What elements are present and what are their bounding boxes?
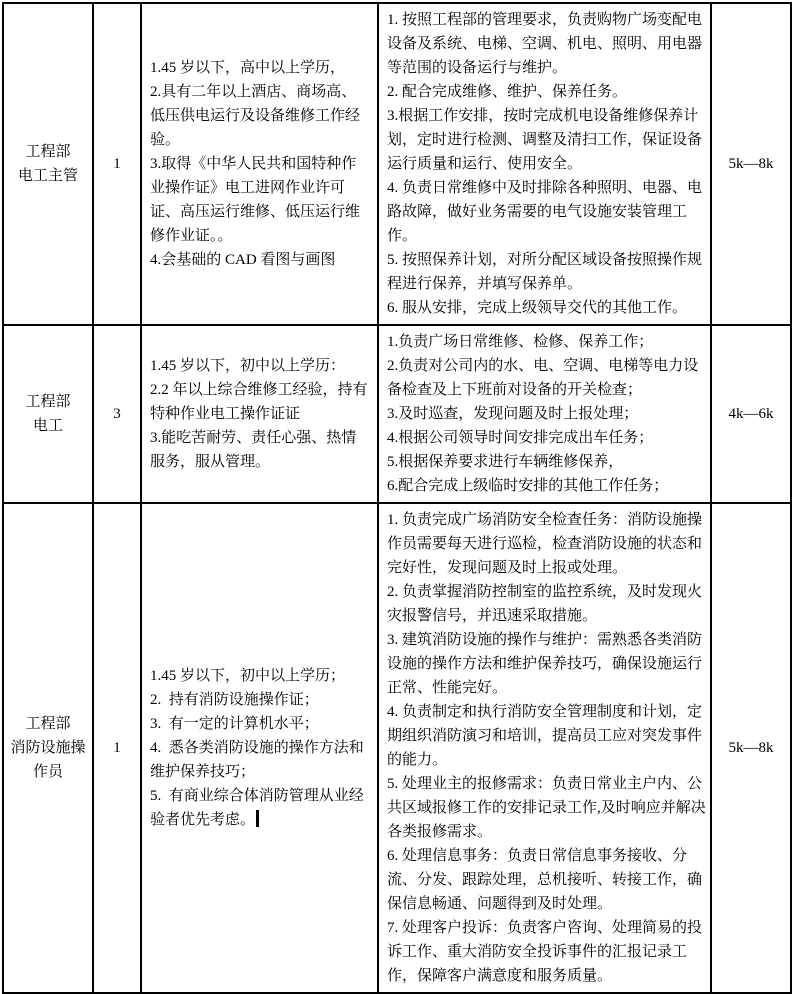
text-line: 6. 处理信息事务：负责日常信息事务接收、分流、分发、跟踪处理，总机接听、转接工作，确保信息畅通、问题得到及时处理。: [387, 848, 703, 912]
text-line: 2.负责对公司内的水、电、空调、电梯等电力设备检查及上下班前对设备的开关检查；: [387, 358, 699, 398]
position-name-line: 工程部: [25, 394, 71, 410]
requirement-line: 1.45 岁以下，初中以上学历；: [150, 668, 346, 684]
text-line: 6.配合完成上级临时安排的其他工作任务；: [387, 478, 669, 494]
position-cell: [3, 3, 93, 325]
text-cursor: [256, 810, 259, 827]
duties-list: [387, 8, 706, 320]
table-row: [3, 3, 791, 325]
duties-cell: [378, 325, 711, 503]
requirement-text: 5. 有商业综合体消防管理从业经验者优先考虑。: [150, 788, 364, 828]
salary-value: 4k—6k: [728, 406, 774, 422]
text-line: 7. 处理客户投诉：负责客户咨询、处理简易的投诉工作、重大消防安全投诉事件的汇报记录工作，保障客户满意度和服务质量。: [387, 920, 703, 984]
position-cell: [3, 325, 93, 503]
salary-cell: [711, 503, 791, 993]
text-line: 2. 配合完成维修、维护、保养任务。: [387, 84, 628, 100]
text-line: 4.会基础的 CAD 看图与画图: [150, 252, 336, 268]
text-line: 1.负责广场日常维修、检修、保养工作；: [387, 334, 654, 350]
salary-value: 5k—8k: [728, 156, 774, 172]
requirement-line: 3. 有一定的计算机水平；: [150, 716, 319, 732]
text-line: 1.45 岁以下，初中以上学历：: [150, 358, 346, 374]
position-cell: [3, 503, 93, 993]
headcount-value: 1: [113, 156, 121, 172]
requirement-line: 4. 悉各类消防设施的操作方法和维护保养技巧；: [150, 740, 364, 780]
salary-value: 5k—8k: [728, 740, 774, 756]
duties-cell: [378, 503, 711, 993]
headcount-value: 3: [113, 406, 121, 422]
requirement-line: 2. 持有消防设施操作证；: [150, 692, 319, 708]
requirements-cell: [141, 3, 378, 325]
salary-cell: [711, 3, 791, 325]
job-positions-table: [2, 2, 792, 994]
headcount-cell: [93, 503, 141, 993]
headcount-cell: [93, 325, 141, 503]
text-line: 5. 处理业主的报修需求：负责日常业主户内、公共区域报修工作的安排记录工作,及时响应并解决各类报修需求。: [387, 776, 706, 840]
requirement-line: [150, 784, 371, 832]
requirements-cell: [141, 325, 378, 503]
text-line: 3.及时巡查，发现问题及时上报处理；: [387, 406, 639, 422]
text-line: 1. 按照工程部的管理要求，负责购物广场变配电设备及系统、电梯、空调、机电、照明、用电器等范围的设备运行与维护。: [387, 12, 703, 76]
duties-list: [387, 508, 706, 988]
text-line: 6. 服从安排，完成上级领导交代的其他工作。: [387, 300, 688, 316]
text-line: 3. 建筑消防设施的操作与维护：需熟悉各类消防设施的操作方法和维护保养技巧，确保设施运行正常、性能完好。: [387, 632, 703, 696]
position-name-line: 电工主管: [17, 168, 78, 184]
text-line: 3.根据工作安排，按时完成机电设备维修保养计划，定时进行检测、调整及清扫工作，保证设备运行质量和运行、使用安全。: [387, 108, 703, 172]
text-line: 2.2 年以上综合维修工经验，持有特种作业电工操作证证: [150, 382, 368, 422]
text-line: 1. 负责完成广场消防安全检查任务：消防设施操作员需要每天进行巡检，检查消防设施的状态和完好性，发现问题及时上报或处理。: [387, 512, 703, 576]
headcount-value: 1: [113, 740, 121, 756]
text-line: 4.根据公司领导时间安排完成出车任务；: [387, 430, 654, 446]
position-name-line: 消防设施操作员: [10, 740, 86, 780]
text-line: 3.能吃苦耐劳、责任心强、热情服务，服从管理。: [150, 430, 357, 470]
salary-cell: [711, 325, 791, 503]
position-name-line: 工程部: [25, 144, 71, 160]
text-line: 2.具有二年以上酒店、商场高、低压供电运行及设备维修工作经验。: [150, 84, 361, 148]
requirements-list: [150, 56, 371, 272]
headcount-cell: [93, 3, 141, 325]
duties-cell: [378, 3, 711, 325]
text-line: 2. 负责掌握消防控制室的监控系统，及时发现火灾报警信号，并迅速采取措施。: [387, 584, 703, 624]
text-line: 4. 负责制定和执行消防安全管理制度和计划，定期组织消防演习和培训，提高员工应对突发事件的能力。: [387, 704, 703, 768]
table-row: [3, 325, 791, 503]
position-name-line: 工程部: [25, 716, 71, 732]
requirements-cell-editing[interactable]: [141, 503, 378, 993]
table-row: [3, 503, 791, 993]
duties-list: [387, 330, 706, 498]
requirements-list: [150, 354, 371, 474]
text-line: 1.45 岁以下，高中以上学历，: [150, 60, 346, 76]
text-line: 5. 按照保养计划，对所分配区域设备按照操作规程进行保养，并填写保养单。: [387, 252, 703, 292]
position-name-line: 电工: [32, 418, 63, 434]
text-line: 4. 负责日常维修中及时排除各种照明、电器、电路故障，做好业务需要的电气设施安装管理工作。: [387, 180, 703, 244]
text-line: 3.取得《中华人民共和国特种作业操作证》电工进网作业许可证、高压运行维修、低压运行维修作业证。。: [150, 156, 361, 244]
text-line: 5.根据保养要求进行车辆维修保养，: [387, 454, 624, 470]
